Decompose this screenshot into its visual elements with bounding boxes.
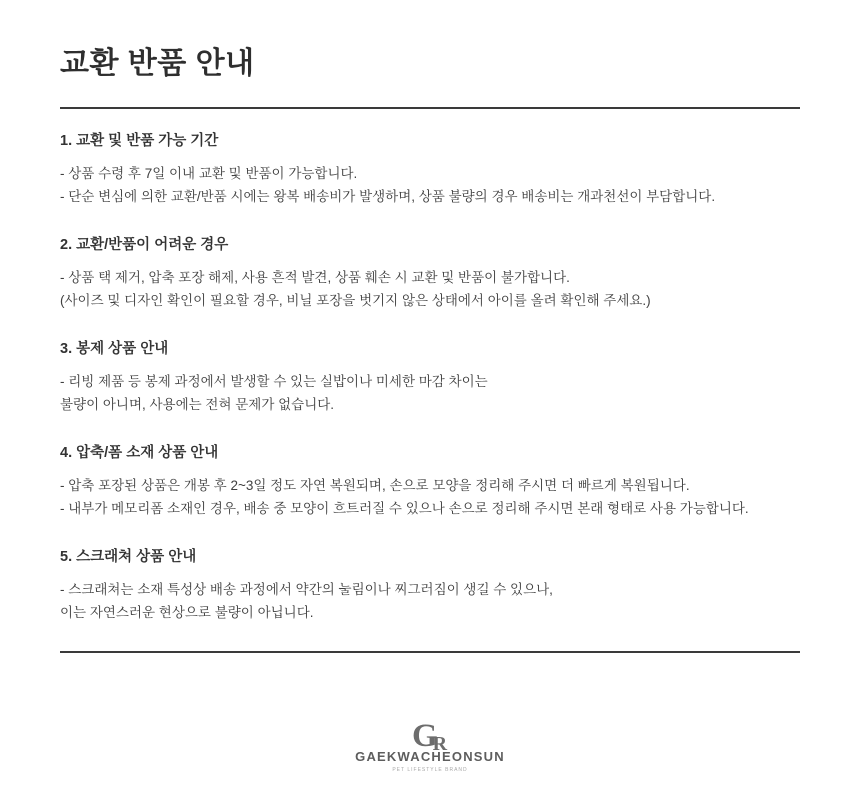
section-heading: 4. 압축/폼 소재 상품 안내 [60, 445, 219, 461]
policy-section [60, 443, 800, 521]
section-line: - 스크래쳐는 소재 특성상 배송 과정에서 약간의 눌림이나 찌그러짐이 생길 수 있으나, [60, 581, 553, 597]
policy-section [60, 131, 800, 209]
section-line: - 압축 포장된 상품은 개봉 후 2~3일 정도 자연 복원되며, 손으로 모양을 정리해 주시면 더 빠르게 복원됩니다. [60, 477, 690, 493]
policy-section [60, 235, 800, 313]
policy-section [60, 339, 800, 417]
section-line: 이는 자연스러운 현상으로 불량이 아닙니다. [60, 605, 314, 621]
brand-name: GAEKWACHEONSUN [355, 749, 505, 764]
policy-section [60, 547, 800, 625]
policy-sections [60, 109, 800, 625]
section-line: - 상품 택 제거, 압축 포장 해제, 사용 흔적 발견, 상품 훼손 시 교환 및 반품이 불가합니다. [60, 269, 570, 285]
section-line: - 상품 수령 후 7일 이내 교환 및 반품이 가능합니다. [60, 165, 358, 181]
section-line: - 리빙 제품 등 봉제 과정에서 발생할 수 있는 실밥이나 미세한 마감 차이는 [60, 373, 488, 389]
section-heading: 1. 교환 및 반품 가능 기간 [60, 133, 219, 149]
divider-bottom [60, 651, 800, 653]
section-line: - 내부가 메모리폼 소재인 경우, 배송 중 모양이 흐트러질 수 있으나 손으로 정리해 주시면 본래 형태로 사용 가능합니다. [60, 501, 749, 517]
page-title: 교환 반품 안내 [60, 47, 255, 80]
section-heading: 5. 스크래쳐 상품 안내 [60, 549, 197, 565]
section-line: - 단순 변심에 의한 교환/반품 시에는 왕복 배송비가 발생하며, 상품 불량의 경우 배송비는 개과천선이 부담합니다. [60, 189, 716, 205]
logo-mark-sub: R [432, 733, 446, 755]
brand-logo-icon [412, 720, 448, 753]
section-heading: 2. 교환/반품이 어려운 경우 [60, 237, 229, 253]
brand-footer [0, 720, 860, 773]
section-line: (사이즈 및 디자인 확인이 필요할 경우, 비닐 포장을 벗기지 않은 상태에서 아이를 올려 확인해 주세요.) [60, 293, 651, 309]
brand-tagline: PET LIFESTYLE BRAND [392, 767, 468, 773]
section-line: 불량이 아니며, 사용에는 전혀 문제가 없습니다. [60, 397, 335, 413]
logo-mark-main: G [411, 718, 436, 754]
section-heading: 3. 봉제 상품 안내 [60, 341, 169, 357]
